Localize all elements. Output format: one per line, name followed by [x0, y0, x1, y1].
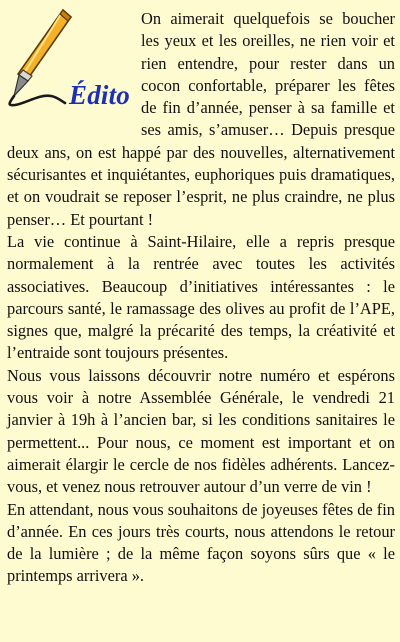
- edito-logo: [5, 8, 137, 120]
- paragraph-2: La vie continue à Saint-Hilaire, elle a repris presque normalement à la rentrée avec toutes les activités associatives. Beaucoup d’initiatives intéressantes : le parcours santé, le ramassage des olives au profit de l’APE, signes que, malgré la précarité des temps, la créativité et l’entraide sont toujours présentes.: [7, 231, 395, 363]
- paragraph-1: On aimerait quelquefois se boucher les yeux et les oreilles, ne rien voir et rien entendre, pour rester dans un cocon confortable, préparer les fêtes de fin d’année, penser à sa famille et ses amis, s’amuser… Depuis presque deux ans, on est happé par des nouvelles, alternativement sécurisantes et inquiétantes, euphoriques puis dramatiques, et on voudrait se reposer l’esprit, ne plus craindre, ne plus penser… Et pourtant !: [7, 9, 395, 229]
- paragraph-3: Nous vous laissons découvrir notre numéro et espérons vous voir à notre Assemblée Générale, le vendredi 21 janvier à 19h à l’ancien bar, si les conditions sanitaires le permettent... Pour nous, ce moment est important et on aimerait élargir le cercle de nos fidèles adhérents. Lancez-vous, et venez nous retrouver autour d’un verre de vin !: [7, 365, 395, 497]
- pen-icon: [5, 8, 75, 108]
- edito-title: Édito: [69, 80, 131, 110]
- paragraph-4: En attendant, nous vous souhaitons de joyeuses fêtes de fin d’année. En ces jours très courts, nous attendons le retour de la lumière ; de la même façon soyons sûrs que « le printemps arrivera ».: [7, 499, 395, 586]
